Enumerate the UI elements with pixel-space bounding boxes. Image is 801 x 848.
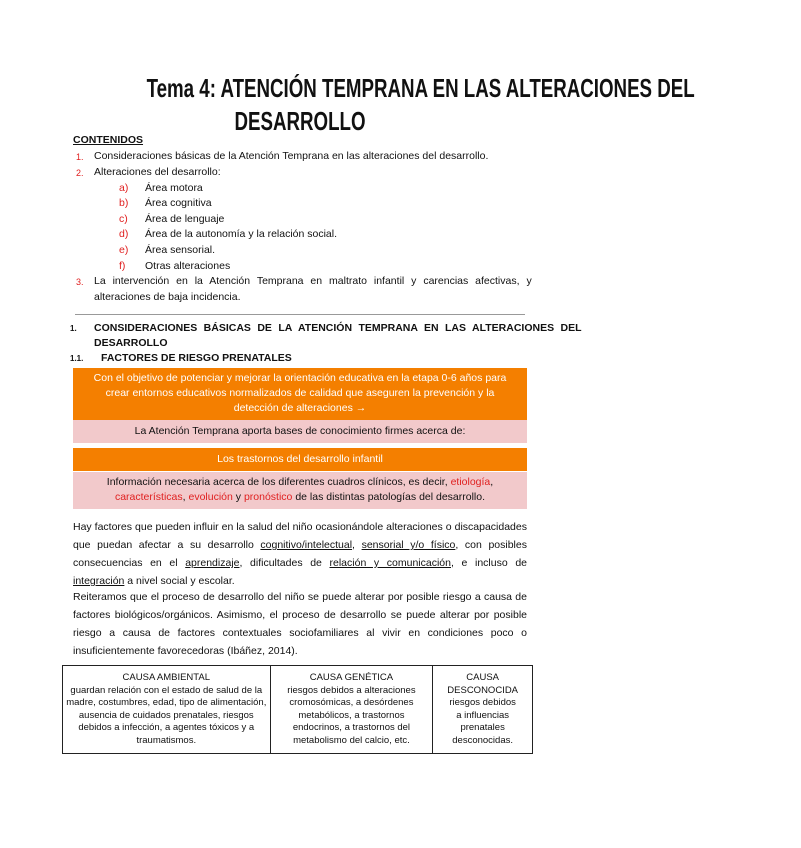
subsection-heading: FACTORES DE RIESGO PRENATALES (101, 352, 292, 364)
contents-subitem: Otras alteraciones (145, 260, 231, 272)
contents-subitem: Área de lenguaje (145, 213, 225, 225)
contents-heading: CONTENIDOS (73, 134, 144, 146)
contents-subitem: Área de la autonomía y la relación social. (145, 228, 338, 240)
contents-subitem: Área sensorial. (145, 244, 216, 256)
objective-box: Con el objetivo de potenciar y mejorar la orientación educativa en la etapa 0-6 años para crear entornos educativos normalizados de calidad que aseguren la prevención y la detección de alteraciones → (73, 368, 527, 420)
contents-subitem: Área motora (145, 182, 203, 194)
contents-item: Consideraciones básicas de la Atención Temprana en las alteraciones del desarrollo. (94, 150, 489, 162)
paragraph-development: Reiteramos que el proceso de desarrollo del niño se puede alterar por posible riesgo a causa de factores biológicos/orgánicos. Asimismo, el proceso de desarrollo se puede alterar por posible riesgo a causa de factores contextuales sociofamiliares al vivir en condiciones poco o insuficientemente favorecedoras (Ibáñez, 2014). (73, 591, 527, 657)
paragraph-risk-factors: Hay factores que pueden influir en la salud del niño ocasionándole alteraciones o discapacidades que puedan afectar a su desarrollo cognitivo/intelectual, sensorial y/o físico, con posibles consecuencias en el aprendizaje, dificultades de relación y comunicación, e incluso de integración a nivel social y escolar. (73, 521, 527, 587)
section-heading: CONSIDERACIONES BÁSICAS DE LA ATENCIÓN TEMPRANA EN LAS ALTERACIONES DEL (94, 322, 582, 334)
divider (75, 314, 525, 315)
document-page: Tema 4: ATENCIÓN TEMPRANA EN LAS ALTERACIONES DEL DESARROLLO CONTENIDOS 1. Consideraciones básicas de la Atención Temprana en las alteraciones del desarrollo. 2. Alteraciones del desarrollo: a) Área motora b) Área cognitiva c) Área de lenguaje d) Área de la autonomía y la relación social. e) Área sensorial. f) Otras alteraciones 3. La intervención en la Atención Temprana en maltrato infantil y carencias afectivas, y alteraciones de baja incidencia. 1. CONSIDERACIONES BÁSICAS DE LA ATENCIÓN TEMPRANA EN LAS ALTERACIONES DEL DESARROLLO 1.1. FACTORES DE RIESGO PRENATALES Con el objetivo de potenciar y mejorar la orientación educativa en la etapa 0-6 años para crear entornos educativos normalizados de calidad que aseguren la prevención y la detección de alteraciones → La Atención Temprana aporta bases de conocimiento firmes acerca de: Los trastornos del desarrollo infantil Información necesaria acerca de los diferentes cuadros clínicos, es decir, etiología, características, evolución y pronóstico de las distintas patologías del desarrollo. Hay factores que pueden influir en la salud del niño ocasionándole alteraciones o discapacidades que puedan afectar a su desarrollo cognitivo/intelectual, sensorial y/o físico, con posibles consecuencias en el aprendizaje, dificultades de relación y comunicación, e incluso de integración a nivel social y escolar. Reiteramos que el proceso de desarrollo del niño se puede alterar por posible riesgo a causa de factores biológicos/orgánicos. Asimismo, el proceso de desarrollo se puede alterar por posible riesgo a causa de factores contextuales sociofamiliares al vivir en condiciones poco o insuficientemente favorecedoras (Ibáñez, 2014). CAUSA AMBIENTAL guardan relación con el estado de salud de la madre, costumbres, edad, tipo de alimentación, ausencia de cuidados prenatales, riesgos debidos a infección, a agentes tóxicos y a traumatismos. CAUSA GENÉTICA riesgos debidos a alteraciones cromosómicas, a desórdenes metabólicos, a trastornos endocrinos, a trastornos del metabolismo del calcio, etc. CAUSA DESCONOCIDA riesgos debidos a influencias prenatales desconocidas. (0, 0, 600, 848)
disorders-box: Los trastornos del desarrollo infantil (73, 448, 527, 471)
causes-table (62, 665, 533, 754)
contents-item: La intervención en la Atención Temprana en maltrato infantil y carencias afectivas, y (94, 275, 532, 287)
knowledge-box: La Atención Temprana aporta bases de conocimiento firmes acerca de: (73, 420, 527, 443)
cause-cell: CAUSA AMBIENTAL guardan relación con el estado de salud de la madre, costumbres, edad, tipo de alimentación, ausencia de cuidados prenatales, riesgos debidos a infección, a agentes tóxicos y a traumatismos. (63, 666, 271, 754)
page-title: Tema 4: ATENCIÓN TEMPRANA EN LAS ALTERACIONES DEL DESARROLLO (146, 73, 695, 136)
cause-cell: CAUSA GENÉTICA riesgos debidos a alteraciones cromosómicas, a desórdenes metabólicos, a trastornos endocrinos, a trastornos del metabolismo del calcio, etc. (270, 666, 433, 754)
contents-list: 1. Consideraciones básicas de la Atención Temprana en las alteraciones del desarrollo. 2. Alteraciones del desarrollo: a) Área motora b) Área cognitiva c) Área de lenguaje d) Área de la autonomía y la relación social. e) Área sensorial. f) Otras alteraciones 3. La intervención en la Atención Temprana en maltrato infantil y carencias afectivas, y alteraciones de baja incidencia. (76, 150, 532, 303)
contents-item: Alteraciones del desarrollo: (94, 166, 221, 178)
information-box: Información necesaria acerca de los diferentes cuadros clínicos, es decir, etiología, características, evolución y pronóstico de las distintas patologías del desarrollo. (73, 472, 527, 509)
contents-subitem: Área cognitiva (145, 197, 212, 209)
cause-cell: CAUSA DESCONOCIDA riesgos debidos a influencias prenatales desconocidas. (433, 666, 533, 754)
